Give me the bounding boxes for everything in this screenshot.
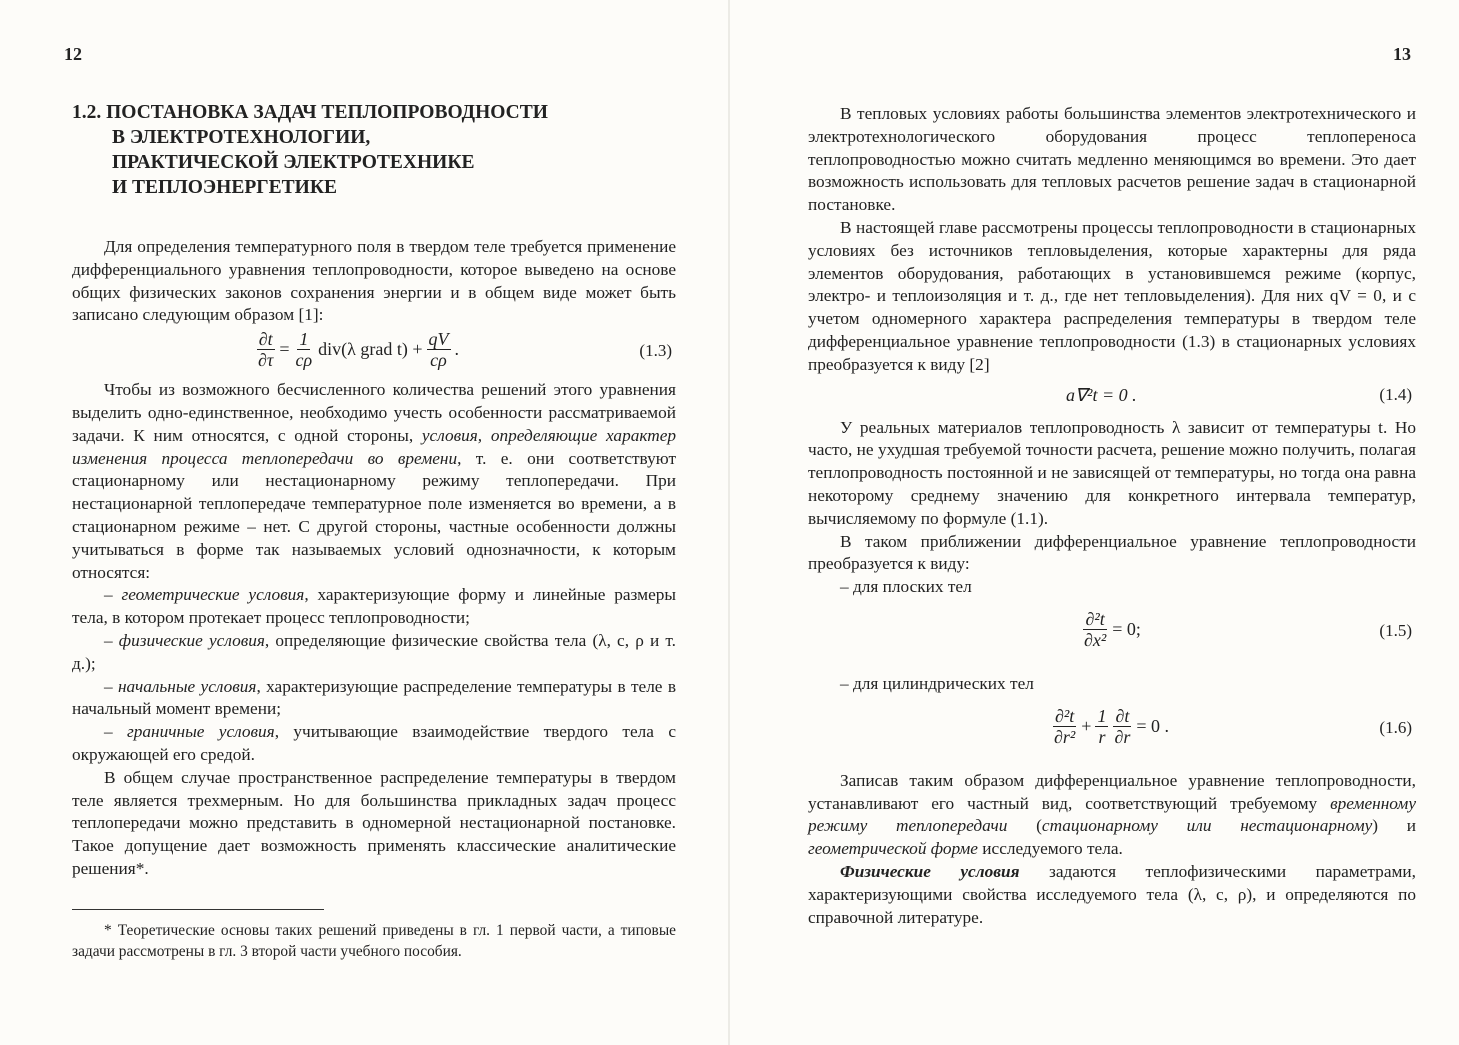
paragraph	[72, 379, 676, 584]
numerator: 1	[299, 329, 309, 350]
fraction	[1112, 706, 1132, 747]
paragraph: В общем случае пространственное распределение температуры в твердом теле является трехмерным. Но для большинства прикладных задач процесс теплопередачи можно представить в одномерной нестационарной постановке. Такое допущение дает возможность применять классические аналитические решения*.	[72, 767, 676, 878]
text-run: (	[1007, 816, 1042, 836]
footnote-divider	[72, 909, 324, 910]
fraction	[1052, 706, 1077, 747]
formula-1-4	[808, 377, 1416, 417]
text-run: Чтобы из возможного бесчисленного количества решений этого уравнения выделить одно-единственное, необходимо учесть особенности рассматриваемой задачи. К ним относятся, с одной стороны,	[72, 380, 676, 445]
italic-term: – начальные условия	[104, 676, 257, 696]
paragraph: В таком приближении дифференциальное уравнение теплопроводности преобразуется к виду:	[808, 531, 1416, 574]
numerator: ∂t	[258, 329, 273, 350]
heading-line: И ТЕПЛОЭНЕРГЕТИКЕ	[112, 177, 337, 198]
italic-term: – физические условия	[104, 630, 265, 650]
text-run: Записав таким образом дифференциальное уравнение теплопроводности, устанавливают его частный вид, соответствующий требуемому	[808, 770, 1416, 813]
right-page	[730, 0, 1459, 1045]
formula-term: a∇²t = 0 .	[1066, 384, 1137, 405]
page-number: 12	[64, 44, 82, 64]
text-run: , характеризующие форму и линейные размеры тела, в котором протекает процесс теплопроводности;	[72, 585, 676, 628]
paragraph: В настоящей главе рассмотрены процессы теплопроводности в стационарных условиях без источников тепловыделения, которые характерны для ряда элементов оборудования, работающих в установившемся режиме (корпус, электро- и теплоизоляция и т. д., где нет тепловыделения). Для них qV = 0, и с учетом одномерного характера распределения температуры в твердом теле дифференциальное уравнение теплопроводности (1.3) в стационарных условиях преобразуется к виду [2]	[808, 217, 1416, 374]
left-page	[0, 0, 729, 1045]
formula-body	[1052, 706, 1169, 747]
italic-term: – граничные условия	[104, 722, 275, 742]
denominator: ∂r²	[1054, 726, 1076, 747]
formula-term: = 0 .	[1136, 715, 1170, 736]
text-run: ) и	[1372, 816, 1416, 836]
heading-line: В ЭЛЕКТРОТЕХНОЛОГИИ,	[112, 127, 371, 148]
italic-term: – геометрические условия	[104, 585, 305, 605]
text-run: , определяющие физические свойства тела (λ, c, ρ и т. д.);	[72, 630, 676, 673]
text-run: задаются теплофизическими параметрами, характеризующими свойства исследуемого тела (λ, c, ρ), и определяются по справочной литературе.	[808, 861, 1416, 927]
fraction	[256, 329, 275, 370]
paragraph: В тепловых условиях работы большинства элементов электротехнического и электротехнологического оборудования процесс теплопереноса теплопроводностью можно считать медленно меняющимся во времени. Это дает возможность использовать для тепловых расчетов решение задач в стационарной постановке.	[808, 104, 1416, 215]
formula-term: = 0;	[1112, 618, 1141, 639]
text-run: исследуемого тела.	[977, 839, 1123, 859]
left-page-text	[72, 100, 676, 963]
equation-number: (1.5)	[1379, 620, 1412, 640]
formula-body	[1066, 385, 1137, 406]
numerator: ∂t	[1115, 705, 1130, 726]
fraction	[294, 329, 315, 370]
paragraph: Для определения температурного поля в твердом теле требуется применение дифференциального уравнения теплопроводности, которое выведено на основе общих физических законов сохранения энергии и в общем виде может быть записано следующим образом [1]:	[72, 237, 676, 325]
numerator: ∂²t	[1085, 608, 1105, 629]
list-item	[72, 584, 676, 630]
equation-number: (1.6)	[1379, 717, 1412, 737]
list-label: – для цилиндрических тел	[840, 673, 1034, 693]
fraction	[427, 329, 451, 370]
italic-term: временному режиму теплопередачи	[808, 793, 1416, 836]
formula-1-3	[72, 327, 676, 379]
list-label: – для плоских тел	[840, 577, 972, 597]
list-item	[72, 676, 676, 722]
denominator: cρ	[430, 350, 447, 371]
list-item	[72, 630, 676, 676]
equation-number: (1.4)	[1379, 384, 1412, 404]
heading-line: 1.2. ПОСТАНОВКА ЗАДАЧ ТЕПЛОПРОВОДНОСТИ	[72, 102, 548, 123]
denominator: cρ	[295, 350, 313, 371]
heading-line: ПРАКТИЧЕСКОЙ ЭЛЕКТРОТЕХНИКЕ	[112, 152, 475, 173]
fraction	[1082, 609, 1108, 650]
formula-term: div(λ grad t) +	[318, 339, 423, 360]
text-run: , характеризующие распределение температуры в теле в начальный момент времени;	[72, 676, 676, 719]
denominator: ∂τ	[258, 350, 274, 371]
list-item	[72, 721, 676, 767]
right-page-text	[808, 103, 1416, 929]
paragraph	[808, 861, 1416, 929]
bold-italic-term: Физические условия	[840, 861, 1020, 881]
denominator: r	[1098, 726, 1106, 747]
numerator: ∂²t	[1055, 705, 1075, 726]
page-number: 13	[1393, 44, 1411, 64]
italic-term: условия, определяющие характер изменения процесса теплопередачи во времени	[72, 425, 677, 468]
formula-body	[1082, 609, 1141, 650]
numerator: 1	[1097, 705, 1107, 726]
plus-sign: +	[1081, 715, 1092, 736]
section-heading	[72, 100, 676, 200]
denominator: ∂r	[1114, 726, 1131, 747]
formula-end: .	[454, 339, 459, 360]
equals-sign: =	[279, 339, 290, 360]
fraction	[1095, 706, 1108, 747]
text-run: , учитывающие взаимодействие твердого тела с окружающей его средой.	[72, 722, 676, 764]
numerator: qV	[428, 329, 449, 350]
equation-number: (1.3)	[639, 341, 672, 361]
footnote: * Теоретические основы таких решений приведены в гл. 1 первой части, а типовые задачи рассмотрены в гл. 3 второй части учебного пособия.	[72, 921, 676, 961]
text-run: , т. е. они соответствуют стационарному или нестационарному режиму теплопередачи. При нестационарной теплопередаче температурное поле изменяется во времени, а в стационарном режиме – нет. С другой стороны, частные особенности должны учитываться в форме так называемых условий однозначности, к которым относятся:	[72, 448, 676, 582]
formula-1-5	[808, 599, 1416, 673]
paragraph: У реальных материалов теплопроводность λ зависит от температуры t. Но часто, не ухудшая требуемой точности расчета, решение можно получить, полагая теплопроводность постоянной и не зависящей от температуры, но тогда она равна некоторому среднему значению для конкретного интервала температур, вычисляемому по формуле (1.1).	[808, 417, 1416, 528]
paragraph	[808, 770, 1416, 861]
italic-term: геометрической форме	[808, 839, 978, 859]
formula-1-6	[808, 696, 1416, 770]
formula-body	[256, 329, 459, 370]
denominator: ∂x²	[1084, 629, 1107, 650]
italic-term: стационарному или нестационарному	[1041, 816, 1373, 836]
